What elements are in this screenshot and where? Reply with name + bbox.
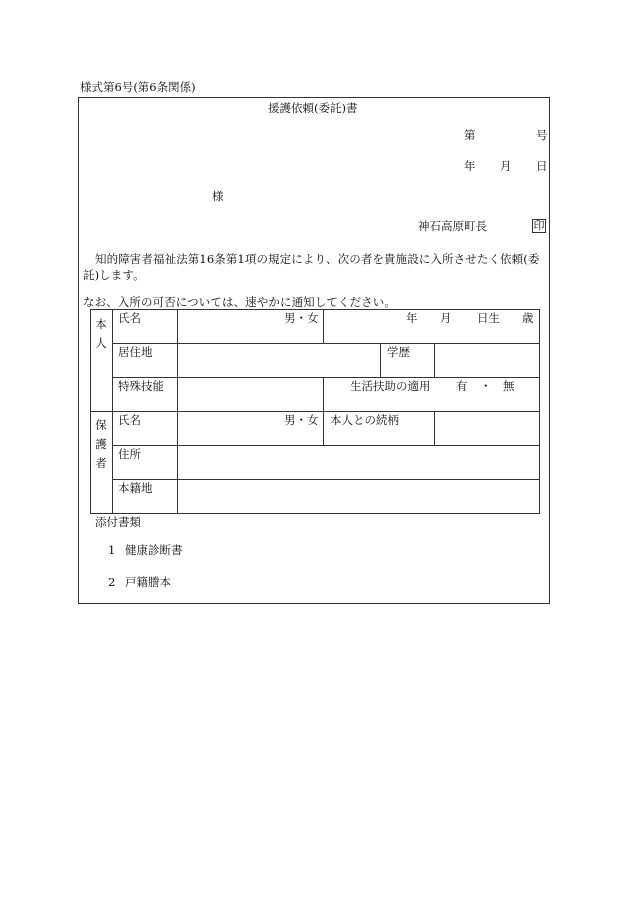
skills-label: 特殊技能: [118, 379, 164, 393]
date-month: 月: [500, 159, 512, 173]
attachments-heading: 添付書類: [95, 515, 141, 529]
age: 歳: [522, 311, 534, 325]
education-label: 学歴: [387, 345, 410, 359]
form-number: 様式第6号(第6条関係): [80, 80, 196, 94]
seal-box: 印: [533, 219, 545, 232]
guardian-group-label: 保 護 者: [95, 418, 107, 470]
registry-label: 本籍地: [118, 481, 153, 495]
addressee-sama: 様: [212, 189, 224, 203]
attachment-2-label: 戸籍謄本: [125, 575, 171, 589]
attachment-2-num: 2: [108, 575, 116, 589]
attachment-1-label: 健康診断書: [125, 543, 183, 557]
relation-label: 本人との続柄: [330, 413, 399, 427]
form-title: 援護依頼(委託)書: [268, 101, 358, 115]
number-go: 号: [536, 128, 548, 142]
guardian-sex: 男・女: [284, 413, 319, 427]
attachment-1-num: 1: [108, 543, 116, 557]
birth-year: 年: [406, 311, 418, 325]
welfare-dot: ・: [480, 379, 492, 393]
number-dai: 第: [464, 128, 476, 142]
welfare-yes: 有: [456, 379, 468, 393]
issuer: 神石高原町長: [418, 219, 487, 233]
guardian-address-label: 住所: [118, 447, 141, 461]
date-day: 日: [536, 159, 548, 173]
birth-day: 日生: [477, 311, 500, 325]
body-paragraph-1: 知的障害者福祉法第16条第1項の規定により、次の者を貴施設に入所させたく依頼(委託)します。: [83, 252, 540, 282]
residence-label: 居住地: [118, 345, 153, 359]
welfare-no: 無: [503, 379, 515, 393]
person-name-label: 氏名: [118, 311, 141, 325]
guardian-name-label: 氏名: [118, 413, 141, 427]
body-paragraph-2: なお、入所の可否については、速やかに通知してください。: [83, 295, 396, 309]
birth-month: 月: [440, 311, 452, 325]
date-year: 年: [464, 159, 476, 173]
welfare-label: 生活扶助の適用: [350, 379, 431, 393]
person-group-label: 本 人: [95, 317, 107, 350]
person-sex: 男・女: [284, 311, 319, 325]
